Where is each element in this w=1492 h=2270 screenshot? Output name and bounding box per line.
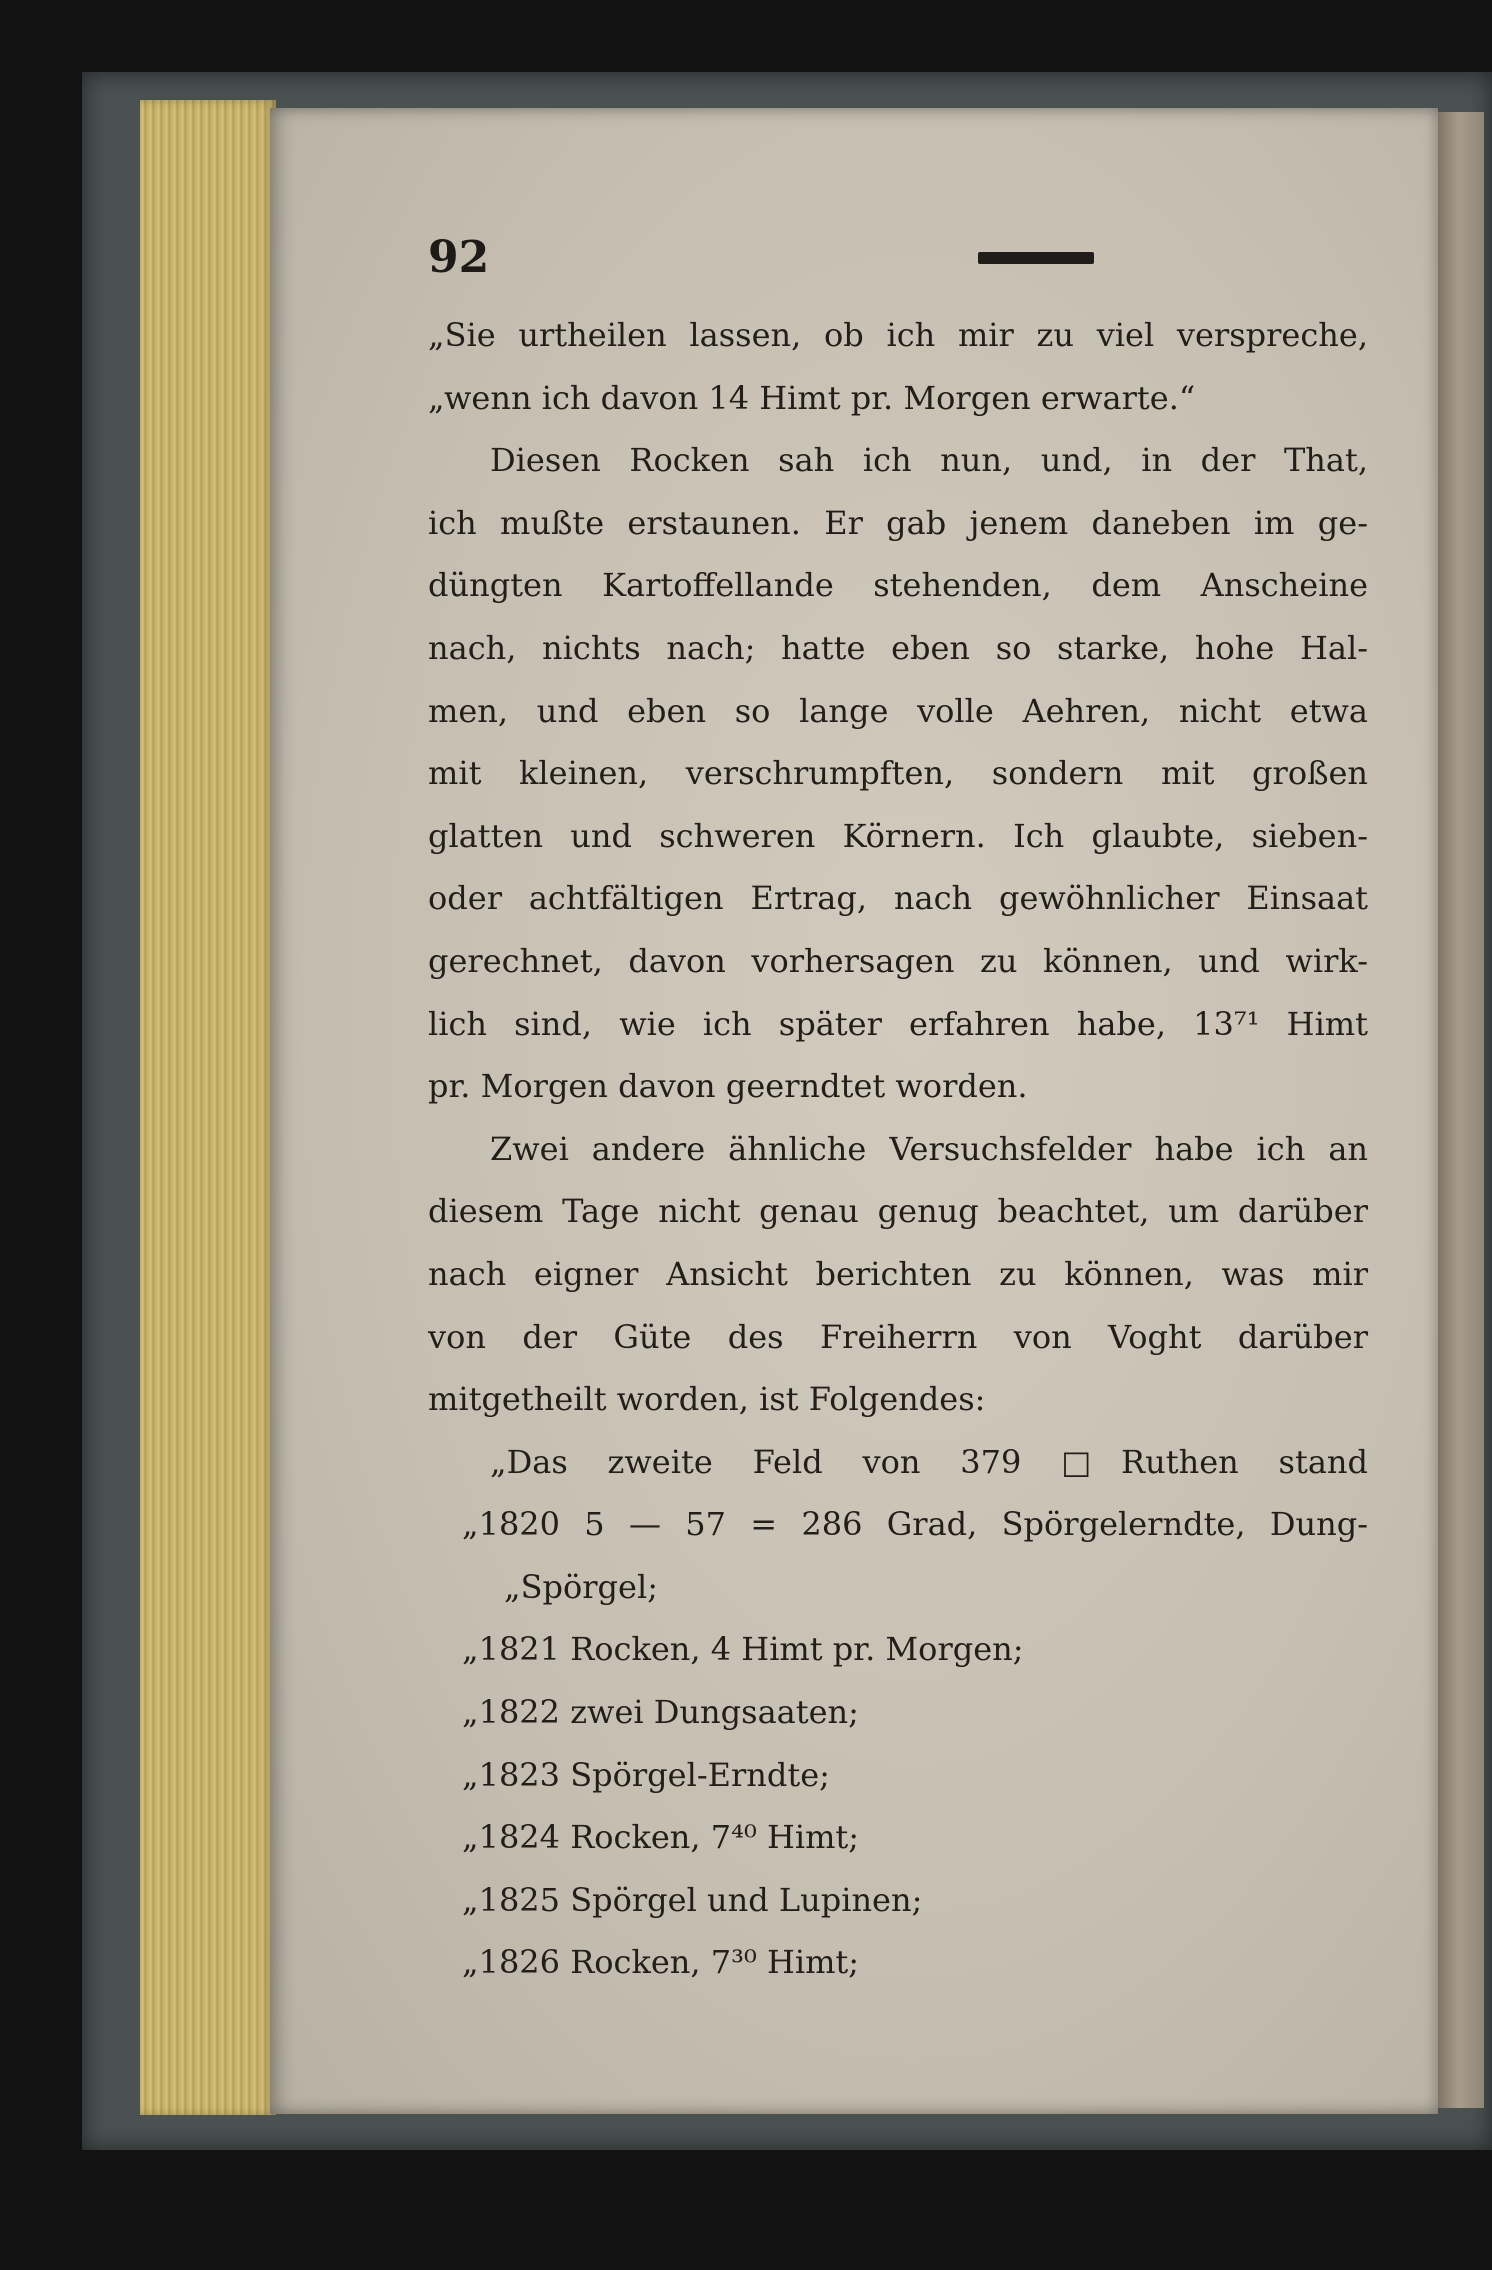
text-line: düngten Kartoffellande stehenden, dem Anscheine <box>428 566 1368 605</box>
text-line: pr. Morgen davon geerndtet worden. <box>428 1067 1028 1106</box>
text-line: „1824 Rocken, 7⁴⁰ Himt; <box>462 1818 860 1857</box>
text-line: „Sie urtheilen lassen, ob ich mir zu viel verspreche, <box>428 316 1368 354</box>
page-text <box>428 304 1368 1994</box>
text-line: oder achtfältigen Ertrag, nach gewöhnlicher Einsaat <box>428 879 1368 918</box>
text-line: nach, nichts nach; hatte eben so starke, hohe Hal- <box>428 628 1368 667</box>
text-line: „1823 Spörgel-Erndte; <box>462 1755 830 1794</box>
page-header <box>428 232 1248 312</box>
text-line: men, und eben so lange volle Aehren, nicht etwa <box>428 691 1368 730</box>
text-line: Zwei andere ähnliche Versuchsfelder habe ich an <box>490 1129 1368 1168</box>
book-page <box>270 108 1438 2114</box>
text-line: diesem Tage nicht genau genug beachtet, um darüber <box>428 1192 1368 1231</box>
text-line: „1826 Rocken, 7³⁰ Himt; <box>462 1943 860 1982</box>
page-edges <box>140 100 276 2115</box>
text-line: „Das zweite Feld von 379 □Ruthen stand <box>490 1442 1368 1481</box>
header-ornament <box>978 252 1094 264</box>
text-line: von der Güte des Freiherrn von Voght darüber <box>428 1317 1368 1356</box>
text-line: mitgetheilt worden, ist Folgendes: <box>428 1380 986 1419</box>
facing-page-edge <box>1438 112 1484 2108</box>
text-line: glatten und schweren Körnern. Ich glaubte, sieben- <box>428 816 1368 855</box>
text-line: gerechnet, davon vorhersagen zu können, und wirk- <box>428 941 1368 980</box>
page-number: 92 <box>428 232 490 283</box>
text-line: „1820 5 — 57 = 286 Grad, Spörgelerndte, Dung- <box>462 1505 1368 1544</box>
text-line: „wenn ich davon 14 Himt pr. Morgen erwarte.“ <box>428 378 1196 417</box>
text-line: mit kleinen, verschrumpften, sondern mit großen <box>428 754 1368 793</box>
text-line: ich mußte erstaunen. Er gab jenem daneben im ge- <box>428 503 1368 542</box>
text-line: Diesen Rocken sah ich nun, und, in der That, <box>490 441 1368 480</box>
text-line: „1825 Spörgel und Lupinen; <box>462 1880 923 1919</box>
text-line: „Spörgel; <box>504 1567 658 1606</box>
text-line: lich sind, wie ich später erfahren habe, 13⁷¹ Himt <box>428 1004 1368 1043</box>
text-line: nach eigner Ansicht berichten zu können, was mir <box>428 1254 1368 1293</box>
text-line: „1821 Rocken, 4 Himt pr. Morgen; <box>462 1630 1024 1669</box>
text-line: „1822 zwei Dungsaaten; <box>462 1693 859 1732</box>
